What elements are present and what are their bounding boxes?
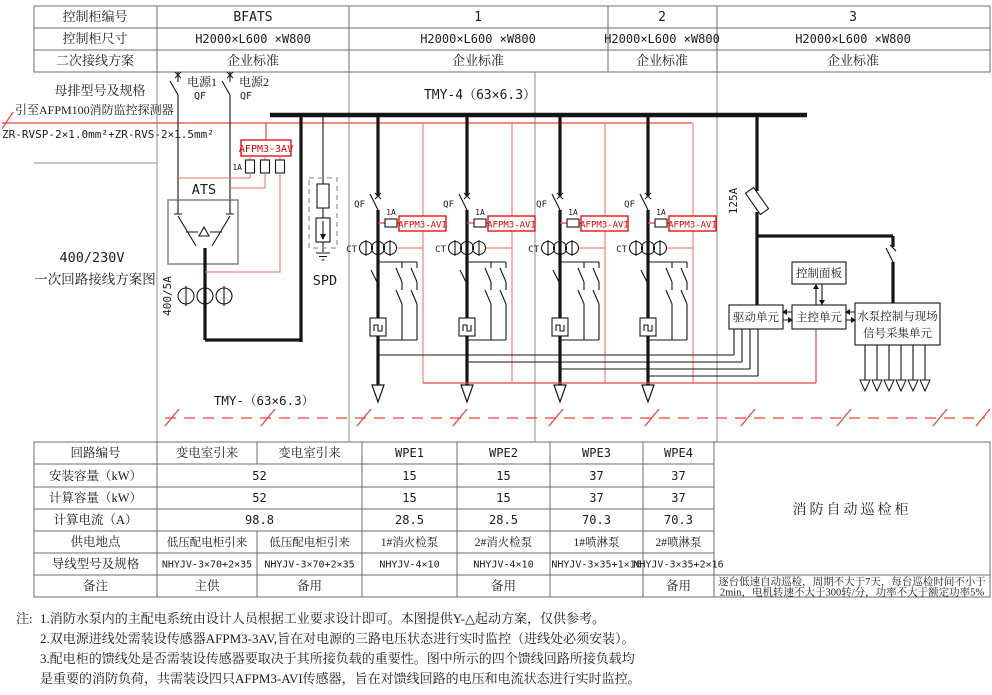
supply-location-2: 1#消火检泵 [380,537,439,549]
pump-unit-label-line2: 信号采集单元 [863,328,932,340]
inspection-remark-line2: 2min，电机转速不大于300转/分，功率不大于额定功率5% [719,587,985,599]
row-label-remark: 备注 [82,579,109,593]
install-capacity-main: 52 [252,469,267,483]
circuit-no-5: WPE4 [664,446,693,460]
supply-location-4: 1#喷淋泵 [573,537,620,549]
busbar-bottom-label: TMY-（63×6.3） [213,393,315,408]
row-label-cabinet-size: 控制柜尺寸 [62,31,128,46]
secondary-scheme-1: 企业标准 [451,53,505,68]
install-capacity-wpe1: 15 [402,469,417,483]
ct-ratio-label: 400/5A [161,276,174,316]
feeder-wpe1 [346,113,447,402]
calc-current-wpe2: 28.5 [489,513,518,527]
bottom-table [34,442,990,599]
calc-capacity-main: 52 [252,491,267,505]
calc-capacity-wpe2: 15 [496,491,511,505]
circuit-no-3: WPE2 [489,446,518,460]
voltage-label: 400/230V [59,250,125,266]
afpm-3av-label: AFPM3-3AV [238,144,294,155]
secondary-scheme-2: 企业标准 [635,53,689,68]
remark-3: 备用 [490,579,517,593]
circuit-no-4: WPE3 [582,446,611,460]
secondary-scheme-3: 企业标准 [826,53,880,68]
inspection-remark-line1: 逐台低速自动巡检，周期不大于7天，每台巡检时间不小于 [718,577,986,588]
cabinet-no-2: 2 [658,10,666,25]
cabinet-no-1: 1 [474,10,482,25]
fuse-1a-main-label: 1A [232,163,242,172]
schematic-svg: 1A AFPM3-AVI 控制柜编号 BFATS 1 2 3 控制柜尺寸 H2000×L600 ×W800 H2000×L600 ×W800 H2000×L600 ×W800 H2000×L600 ×W800 二次接线方案 企业标准 企业标准 企业标准 企业标准 母排型号及规格 引至AFPM100消防监控探测器 ZR-RVSP-2×1.0mm²+ZR-RVS-2×1.5mm² 400/230V 一次回路接线方案图 电源1 QF 电源2 QF ATS 400/5A AFPM3-3AV 1A TMY-4（63×6.3） SPD 125A 控制面板 驱动单元 主控单元 水泵控制与现场 信号采集单元 TMY-（63×6.3） 回路编号 安装容量（kW） 计算容量（kW） 计算电流（A） 供电地点 导线型号及规格 备注 变电室引来 变电室引来 WPE1 WPE2 WPE3 WPE4 52 15 15 37 37 52 15 15 37 37 98.8 28.5 28.5 70.3 70.3 低压配电柜引来 低压配电柜引来 1#消火检泵 2#消火检泵 1#喷淋泵 2#喷淋泵 NHYJV-3×70+2×35 NHYJV-3×70+2×35 NHYJV-4×10 NHYJV-4×10 NHYJV-3×35+1×16 NHYJV-3×35+2×16 主供 备用 备用 备用 消防自动巡检柜 逐台低速自动巡检，周期不大于7天，每台巡检时间不小于 2min，电机转速不大于300转/分，功率不大于额定功率5% 注: 1.消防水泵内的主配电系统由设计人员根据工业要求设计即可。本图提供Y-△起动方案，仅供参考。 2.双电源进线处需装设传感器AFPM3-3AV,旨在对电源的三路电压状态进行实时监控（进线处必须安装）。 3.配电柜的馈线处是否需装设传感器要取决于其所接负载的重要性。图中所示的四个馈线回路所接负载均 是重要的消防负荷，共需装设四只AFPM3-AVI传感器，旨在对馈线回路的电压和电流状态进行实时监控。 [0,0,992,695]
install-capacity-wpe3: 37 [589,469,604,483]
supply-location-0: 低压配电柜引来 [166,537,248,549]
control-panel-label: 控制面板 [796,268,842,280]
calc-current-wpe3: 70.3 [582,513,611,527]
note-line-1: 1.消防水泵内的主配电系统由设计人员根据工业要求设计即可。本图提供Y-△起动方案，仅供参考。 [40,611,606,626]
inspection-cabinet-circuit [727,113,940,391]
feeder-wpe2 [435,113,536,402]
signal-collector-lines [378,329,816,383]
source1-qf-label: QF [193,91,207,102]
remark-1: 备用 [296,579,323,593]
busbar-top-label: TMY-4（63×6.3） [423,88,537,103]
inspection-cabinet-title: 消防自动巡检柜 [792,503,912,518]
drive-unit-label: 驱动单元 [733,312,779,324]
calc-capacity-wpe4: 37 [671,491,686,505]
wire-spec-4: NHYJV-3×35+1×16 [551,559,642,571]
remark-0: 主供 [194,579,220,593]
pump-unit-label-line1: 水泵控制与现场 [857,311,938,323]
row-label-calc-current: 计算电流（A） [53,513,138,527]
wire-spec-1: NHYJV-3×70+2×35 [264,559,355,571]
supply-location-1: 低压配电柜引来 [269,537,350,549]
source2-label: 电源2 [238,75,270,89]
feeder-wpe4 [616,113,717,402]
wire-spec-0: NHYJV-3×70+2×35 [161,559,253,571]
diagram-side-labels [2,83,217,287]
install-capacity-wpe4: 37 [671,469,686,483]
note-line-2: 2.双电源进线处需装设传感器AFPM3-3AV,旨在对电源的三路电压状态进行实时监控（进线处必须安装）。 [40,631,635,646]
circuit-no-2: WPE1 [395,446,424,460]
row-label-supply-location: 供电地点 [70,535,121,549]
supply-location-5: 2#喷淋泵 [655,537,702,549]
wire-spec-3: NHYJV-4×10 [473,559,534,571]
wire-spec-2: NHYJV-4×10 [379,559,440,571]
install-capacity-wpe2: 15 [496,469,511,483]
cabinet-no-3: 3 [849,10,857,25]
row-label-install-capacity: 安装容量（kW） [48,469,143,483]
note-line-4: 是重要的消防负荷，共需装设四只AFPM3-AVI传感器，旨在对馈线回路的电压和电流状态进行实时监控。 [40,671,641,686]
main-busbar [270,88,807,115]
calc-current-wpe1: 28.5 [395,513,424,527]
calc-capacity-wpe3: 37 [589,491,604,505]
lower-busbar-and-fence [165,393,990,426]
notes-block [16,611,641,687]
remark-5: 备用 [665,579,692,593]
calc-current-main: 98.8 [245,513,274,527]
wire-spec-5: NHYJV-3×35+2×16 [633,559,724,571]
calc-capacity-wpe1: 15 [402,491,417,505]
note-line-3: 3.配电柜的馈线处是否需装设传感器要取决于其所接负载的重要性。图中所示的四个馈线回路所接负载均 [40,651,635,666]
secondary-scheme-0: 企业标准 [226,53,280,68]
afpm-leader-text: 引至AFPM100消防监控探测器 [15,103,174,117]
cabinet-size-1: H2000×L600 ×W800 [420,32,536,46]
spd-label: SPD [312,273,338,289]
notes-prefix: 注: [16,611,33,626]
spd-branch [309,117,337,289]
feeder-wpe3 [528,113,629,402]
busbar-row-label: 母排型号及规格 [54,83,146,98]
top-table [34,6,990,72]
cable-spec-text: ZR-RVSP-2×1.0mm²+ZR-RVS-2×1.5mm² [2,128,214,141]
row-label-wire-spec: 导线型号及规格 [51,557,140,571]
diagram-title: 一次回路接线方案图 [34,272,156,287]
row-label-cabinet-no: 控制柜编号 [62,9,128,24]
cabinet-size-2: H2000×L600 ×W800 [604,32,720,46]
row-label-circuit-no: 回路编号 [70,446,121,460]
cabinet-size-3: H2000×L600 ×W800 [795,32,911,46]
cabinet-no-bfats: BFATS [233,10,273,25]
row-label-secondary-scheme: 二次接线方案 [55,53,135,68]
field-signal-arrows [860,345,930,391]
ats-label: ATS [191,182,217,198]
circuit-no-1: 变电室引来 [278,446,341,460]
source1-label: 电源1 [186,75,218,89]
circuit-no-0: 变电室引来 [175,446,239,460]
row-label-calc-capacity: 计算容量（kW） [48,491,143,505]
fuse-125a-label: 125A [727,187,740,215]
cabinet-size-0: H2000×L600 ×W800 [195,32,311,46]
source2-qf-label: QF [239,91,253,102]
calc-current-wpe4: 70.3 [664,513,693,527]
main-unit-label: 主控单元 [796,312,842,324]
supply-location-3: 2#消火检泵 [474,537,533,549]
